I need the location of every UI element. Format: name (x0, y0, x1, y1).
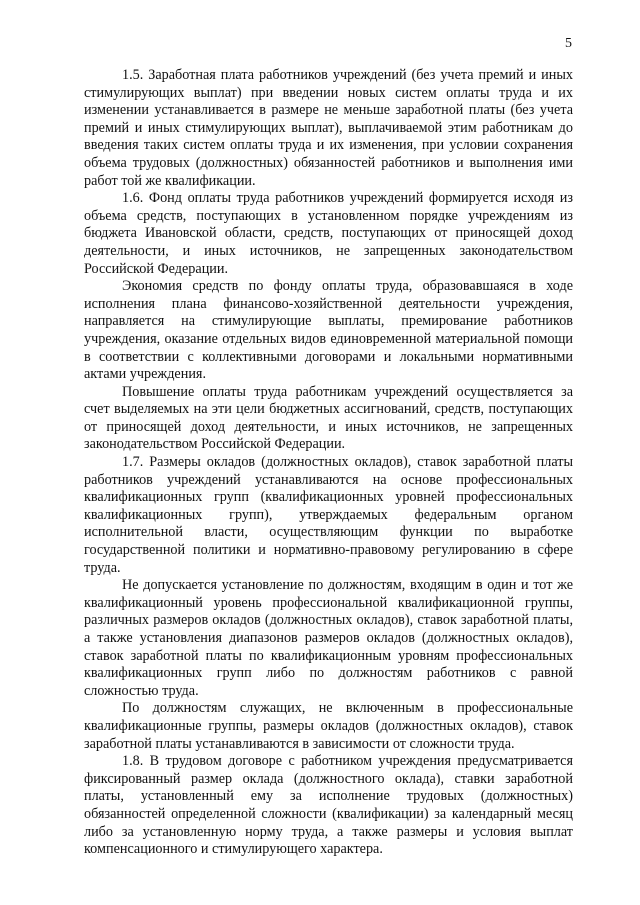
paragraph-1-5: 1.5. Заработная плата работников учреждений (без учета премий и иных стимулирующих выплат) при введении новых систем оплаты труда и их изменении устанавливается в размере не меньше заработной платы (без учета премий и иных стимулирующих выплат), выплачиваемой этим работникам до введения таких систем оплаты труда и их изменения, при условии сохранения объема трудовых (должностных) обязанностей работников и выполнения ими работ той же квалификации. (84, 67, 573, 189)
paragraph-savings: Экономия средств по фонду оплаты труда, образовавшаяся в ходе исполнения плана финансово-хозяйственной деятельности учреждения, направляется на стимулирующие выплаты, премирование работников учреждения, оказание отдельных видов единовременной материальной помощи в соответствии с коллективными договорами и локальными нормативными актами учреждения. (84, 278, 573, 383)
paragraph-salary-increase: Повышение оплаты труда работникам учреждений осуществляется за счет выделяемых на эти цели бюджетных ассигнований, средств, поступающих от приносящей доход деятельности, и иных источников, не запрещенных законодательством Российской Федерации. (84, 383, 573, 453)
page-number: 5 (565, 36, 572, 51)
paragraph-1-6: 1.6. Фонд оплаты труда работников учреждений формируется исходя из объема средств, поступающих в установленном порядке учреждениям из бюджета Ивановской области, средств, поступающих от приносящей доход деятельности, и иных источников, не запрещенных законодательством Российской Федерации. (84, 190, 573, 277)
paragraph-employee-positions: По должностям служащих, не включенным в профессиональные квалификационные группы, размеры окладов (должностных окладов), ставок заработной платы устанавливаются в зависимости от сложности труда. (84, 700, 573, 752)
document-body (84, 67, 573, 859)
paragraph-1-8: 1.8. В трудовом договоре с работником учреждения предусматривается фиксированный размер оклада (должностного оклада), ставки заработной платы, установленный ему за исполнение трудовых (должностных) обязанностей определенной сложности (квалификации) за календарный месяц либо за установленную норму труда, а также размеры и условия выплат компенсационного и стимулирующего характера. (84, 753, 573, 858)
paragraph-not-allowed: Не допускается установление по должностям, входящим в один и тот же квалификационный уровень профессиональной квалификационной группы, различных размеров окладов (должностных окладов), ставок заработной платы, а также установления диапазонов размеров окладов (должностных окладов), ставок заработной платы по квалификационным уровням профессиональных квалификационных групп либо по должностям работников с равной сложностью труда. (84, 577, 573, 699)
paragraph-1-7: 1.7. Размеры окладов (должностных окладов), ставок заработной платы работников учреждений устанавливаются на основе профессиональных квалификационных групп (квалификационных уровней профессиональных квалификационных групп), утверждаемых федеральным органом исполнительной власти, осуществляющим функции по выработке государственной политики и нормативно-правовому регулированию в сфере труда. (84, 454, 573, 576)
